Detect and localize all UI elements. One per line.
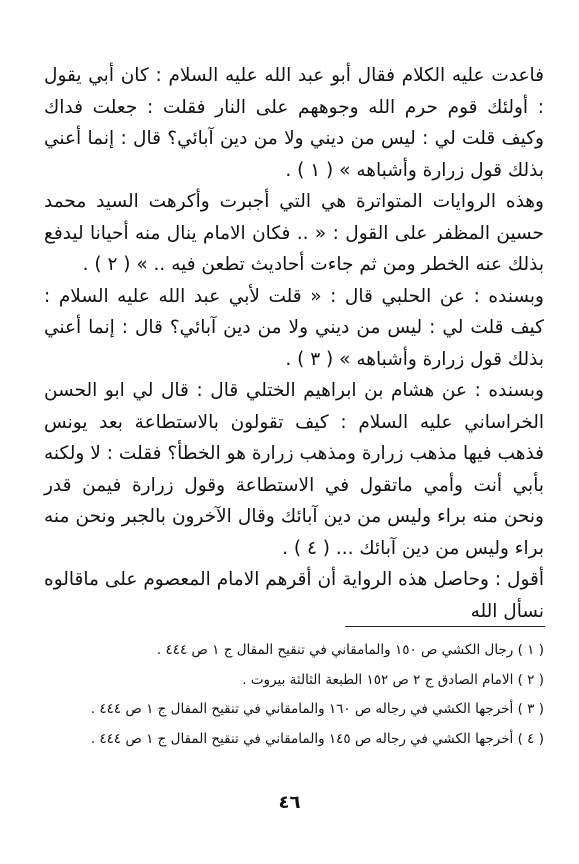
paragraph: وبسنده : عن الحلبي قال : « قلت لأبي عبد الله عليه السلام : كيف قلت لي : ليس من ديني ولا من دين آبائي؟ قال : إنما أعني بذلك قول زرارة وأشباهه » ( ٣ ) . [44,285,544,370]
footnote: ( ١ ) رجال الكشي ص ١٥٠ والمامقاني في تنقيح المقال ج ١ ص ٤٤٤ . [156,642,544,658]
footnote-divider [345,626,545,627]
page-number: ٤٦ [278,792,301,813]
footnote: ( ٣ ) أخرجها الكشي في رجاله ص ١٦٠ والمامقاني في تنقيح المقال ج ١ ص ٤٤٤ . [90,701,544,717]
footnote: ( ٢ ) الامام الصادق ج ٢ ص ١٥٢ الطبعة الثالثة بيروت . [242,671,544,688]
paragraph: وهذه الروايات المتواترة هي التي أجبرت وأكرهت السيد محمد حسين المظفر على القول : « .. فكان الامام ينال منه أحيانا ليدفع بذلك عنه الخطر ومن ثم جاءت أحاديث تطعن فيه .. » ( ٢ ) . [44,191,544,275]
paragraph: فاعدت عليه الكلام فقال أبو عبد الله عليه السلام : كان أبي يقول : أولئك قوم حرم الله وجوههم على النار فقلت : جعلت فداك وكيف قلت لي : ليس من ديني ولا من دين آبائي؟ قال : إنما أعني بذلك قول زرارة وأشباهه » ( ١ ) . [44,65,544,181]
main-text [44,60,544,627]
paragraph: وبسنده : عن هشام بن ابراهيم الختلي قال : قال لي ابو الحسن الخراساني عليه السلام : كيف تقولون بالاستطاعة بعد يونس فذهب فيها مذهب زرارة ومذهب زرارة هو الخطأ؟ فقلت : لا ولكنه بأبي أنت وأمي ماتقول في الاستطاعة وقول زرارة فيمن قدر ونحن منه براء وليس من دين آبائك وقال الآخرون بالجبر ونحن منه براء وليس من دين آبائك ... ( ٤ ) . [44,380,544,559]
paragraph: أقول : وحاصل هذه الرواية أن أقرهم الامام المعصوم على ماقالوه نسأل الله [44,569,544,622]
footnotes [44,636,544,754]
footnote: ( ٤ ) أخرجها الكشي في رجاله ص ١٤٥ والمامقاني في تنقيح المقال ج ١ ص ٤٤٤ . [90,730,544,747]
